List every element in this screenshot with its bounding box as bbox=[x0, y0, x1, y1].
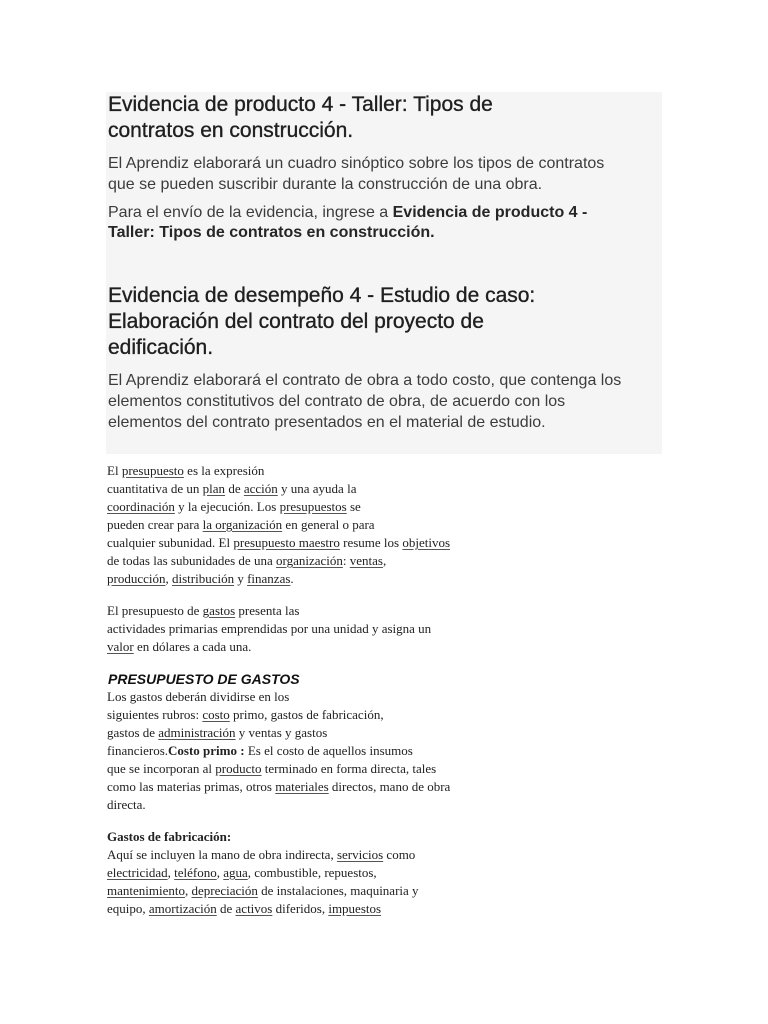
producto-evidence-link[interactable]: Evidencia de producto 4 - bbox=[392, 204, 588, 221]
link-finanzas[interactable]: finanzas bbox=[247, 571, 291, 586]
presupuesto-gastos-heading: PRESUPUESTO DE GASTOS bbox=[108, 671, 300, 687]
link-depreciacion[interactable]: depreciación bbox=[191, 883, 258, 898]
link-objetivos[interactable]: objetivos bbox=[402, 535, 451, 550]
link-presupuesto-maestro[interactable]: presupuesto maestro bbox=[233, 535, 340, 550]
link-distribucion[interactable]: distribución bbox=[171, 571, 235, 586]
desempeno-desc-line: El Aprendiz elaborará el contrato de obra a todo costo, que contenga los bbox=[108, 372, 622, 389]
presupuesto-gastos-paragraph bbox=[107, 688, 527, 814]
presupuesto-paragraph bbox=[107, 462, 527, 588]
link-producto[interactable]: producto bbox=[215, 761, 262, 776]
text-line: de todas las subunidades de una organización: ventas, bbox=[107, 553, 387, 568]
link-coordinacion[interactable]: coordinación bbox=[107, 499, 175, 514]
text-line: equipo, amortización de activos diferidos, impuestos bbox=[107, 901, 382, 916]
link-costo[interactable]: costo bbox=[202, 707, 230, 722]
link-impuestos[interactable]: impuestos bbox=[328, 901, 382, 916]
desempeno-title bbox=[108, 283, 660, 361]
link-activos[interactable]: activos bbox=[235, 901, 273, 916]
text-line: actividades primarias emprendidas por una unidad y asigna un bbox=[107, 621, 432, 636]
gastos-paragraph bbox=[107, 602, 527, 656]
producto-description bbox=[108, 153, 660, 195]
link-telefono[interactable]: teléfono bbox=[174, 865, 217, 880]
link-accion[interactable]: acción bbox=[243, 481, 278, 496]
link-ventas[interactable]: ventas bbox=[349, 553, 383, 568]
gastos-fabricacion-heading: Gastos de fabricación: bbox=[107, 829, 232, 844]
link-presupuestos[interactable]: presupuestos bbox=[279, 499, 347, 514]
desempeno-title-line: Evidencia de desempeño 4 - Estudio de caso: bbox=[108, 284, 536, 307]
text-line: directa. bbox=[107, 797, 146, 812]
desempeno-desc-line: elementos del contrato presentados en el material de estudio. bbox=[108, 414, 546, 431]
producto-send-instructions bbox=[108, 203, 660, 243]
link-produccion[interactable]: producción bbox=[107, 571, 166, 586]
link-servicios[interactable]: servicios bbox=[336, 847, 384, 862]
link-administracion[interactable]: administración bbox=[158, 725, 236, 740]
text-line: siguientes rubros: costo primo, gastos de fabricación, bbox=[107, 707, 384, 722]
costo-primo-label: Costo primo : bbox=[168, 743, 245, 758]
text-line: Aquí se incluyen la mano de obra indirecta, servicios como bbox=[107, 847, 416, 862]
text-line: valor en dólares a cada una. bbox=[107, 639, 252, 654]
link-valor[interactable]: valor bbox=[107, 639, 134, 654]
text-line: pueden crear para la organización en general o para bbox=[107, 517, 375, 532]
text-line: El presupuesto es la expresión bbox=[107, 463, 265, 478]
link-mantenimiento[interactable]: mantenimiento bbox=[107, 883, 185, 898]
producto-title bbox=[108, 92, 660, 144]
producto-evidence-link[interactable]: Taller: Tipos de contratos en construcción. bbox=[108, 224, 435, 241]
link-plan[interactable]: plan bbox=[202, 481, 226, 496]
send-prefix: Para el envío de la evidencia, ingrese a bbox=[108, 204, 393, 221]
link-la-organizacion[interactable]: la organización bbox=[202, 517, 283, 532]
text-line: El presupuesto de gastos presenta las bbox=[107, 603, 300, 618]
desempeno-desc-line: elementos constitutivos del contrato de obra, de acuerdo con los bbox=[108, 393, 566, 410]
text-line: cuantitativa de un plan de acción y una ayuda la bbox=[107, 481, 357, 496]
link-organizacion[interactable]: organización bbox=[275, 553, 343, 568]
link-gastos[interactable]: gastos bbox=[202, 603, 236, 618]
link-agua[interactable]: agua bbox=[223, 865, 248, 880]
text-line: como las materias primas, otros materiales directos, mano de obra bbox=[107, 779, 451, 794]
producto-desc-line: El Aprendiz elaborará un cuadro sinóptico sobre los tipos de contratos bbox=[108, 155, 605, 172]
text-line: financieros.Costo primo : Es el costo de aquellos insumos bbox=[107, 743, 413, 758]
text-line: gastos de administración y ventas y gastos bbox=[107, 725, 328, 740]
text-line: Los gastos deberán dividirse en los bbox=[107, 689, 290, 704]
desempeno-title-line: edificación. bbox=[108, 336, 214, 359]
producto-title-line: contratos en construcción. bbox=[108, 119, 354, 142]
text-line: coordinación y la ejecución. Los presupuestos se bbox=[107, 499, 361, 514]
text-line: producción, distribución y finanzas. bbox=[107, 571, 294, 586]
link-materiales[interactable]: materiales bbox=[275, 779, 329, 794]
gastos-fabricacion-paragraph bbox=[107, 828, 527, 918]
producto-desc-line: que se pueden suscribir durante la construcción de una obra. bbox=[108, 176, 543, 193]
text-line: cualquier subunidad. El presupuesto maestro resume los objetivos bbox=[107, 535, 451, 550]
text-line: mantenimiento, depreciación de instalaciones, maquinaria y bbox=[107, 883, 419, 898]
text-line: que se incorporan al producto terminado en forma directa, tales bbox=[107, 761, 437, 776]
link-presupuesto[interactable]: presupuesto bbox=[121, 463, 184, 478]
producto-title-line: Evidencia de producto 4 - Taller: Tipos de bbox=[108, 93, 493, 116]
link-amortizacion[interactable]: amortización bbox=[148, 901, 217, 916]
link-electricidad[interactable]: electricidad bbox=[107, 865, 168, 880]
desempeno-description bbox=[108, 370, 660, 433]
text-line: electricidad, teléfono, agua, combustible, repuestos, bbox=[107, 865, 377, 880]
desempeno-title-line: Elaboración del contrato del proyecto de bbox=[108, 310, 484, 333]
